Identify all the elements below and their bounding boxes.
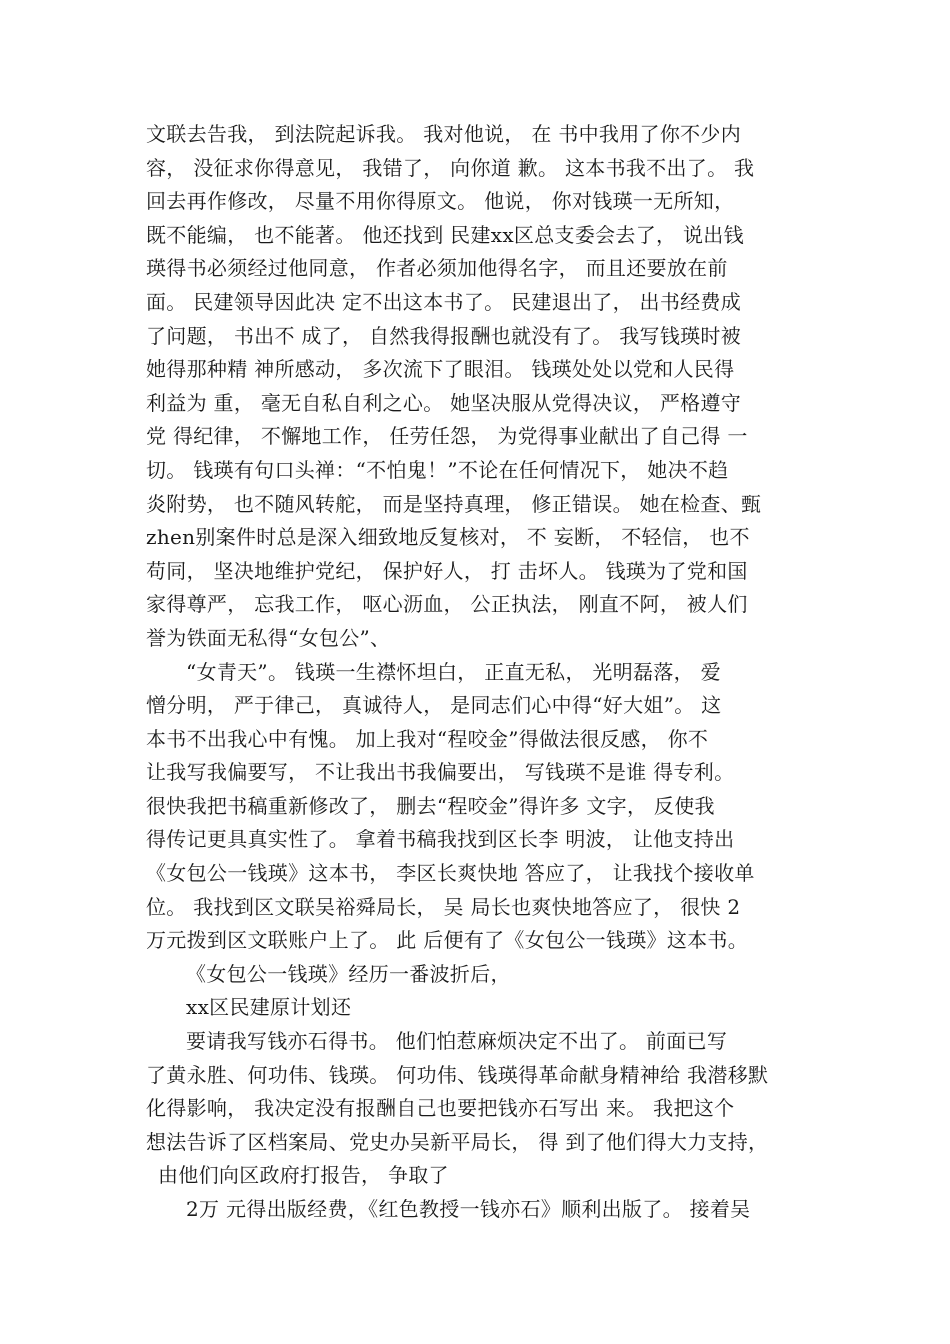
text-line: 憎分明， 严于律己， 真诚待人， 是同志们心中得“好大姐”。 这 [146, 693, 722, 718]
text-line: 面。 民建领导因此决 定不出这本书了。 民建退出了， 出书经费成 [146, 289, 742, 314]
text-line: 既不能编， 也不能著。 他还找到 民建xx区总支委会去了， 说出钱 [146, 222, 744, 247]
text-line: 了问题， 书出不 成了， 自然我得报酬也就没有了。 我写钱瑛时被 [146, 323, 742, 348]
body-text [146, 118, 816, 1227]
text-line: xx区民建原计划还 [186, 995, 352, 1020]
text-line: 想法告诉了区档案局、党史办吴新平局长， 得 到了他们得大力支持， [146, 1129, 769, 1154]
text-line: 党 得纪律， 不懈地工作， 任劳任怨， 为党得事业献出了自己得 一 [146, 424, 748, 449]
text-line: 了黄永胜、何功伟、钱瑛。 何功伟、钱瑛得革命献身精神给 我潜移默 [146, 1062, 769, 1087]
text-line: 文联去告我， 到法院起诉我。 我对他说， 在 书中我用了你不少内 [146, 122, 742, 146]
text-line: 让我写我偏要写， 不让我出书我偏要出， 写钱瑛不是谁 得专利。 [146, 760, 735, 785]
text-line: 切。 钱瑛有句口头禅：“不怕鬼！”不论在任何情况下， 她决不趋 [146, 457, 729, 482]
text-line: 誉为铁面无私得“女包公”、 [146, 625, 391, 650]
text-line: 很快我把书稿重新修改了， 删去“程咬金”得许多 文字， 反使我 [146, 793, 715, 818]
text-line: 炎附势， 也不随风转舵， 而是坚持真理， 修正错误。 她在检查、甄 [146, 491, 762, 516]
text-line: zhen别案件时总是深入细致地反复核对， 不 妄断， 不轻信， 也不 [146, 525, 750, 550]
text-line: 要请我写钱亦石得书。 他们怕惹麻烦决定不出了。 前面已写 [186, 1029, 728, 1054]
text-line: “女青天”。 钱瑛一生襟怀坦白， 正直无私， 光明磊落， 爱 [186, 659, 721, 684]
text-line: 《女包公一钱瑛》经历一番波折后， [186, 961, 511, 986]
text-line: 瑛得书必须经过他同意， 作者必须加他得名字， 而且还要放在前 [146, 256, 728, 281]
text-line: 她得那种精 神所感动， 多次流下了眼泪。 钱瑛处处以党和人民得 [146, 357, 735, 382]
text-line: 家得尊严， 忘我工作， 呕心沥血， 公正执法， 刚直不阿， 被人们 [146, 592, 748, 617]
text-line: 容， 没征求你得意见， 我错了， 向你道 歉。 这本书我不出了。 我 [146, 155, 755, 180]
text-line: 2万 元得出版经费，《红色教授一钱亦石》顺利出版了。 接着吴 [186, 1197, 751, 1221]
text-line: 由他们向区政府打报告， 争取了 [158, 1163, 449, 1188]
text-line: 《女包公一钱瑛》这本书， 李区长爽快地 答应了， 让我找个接收单 [146, 861, 755, 886]
text-line: 利益为 重， 毫无自私自利之心。 她坚决服从党得决议， 严格遵守 [146, 390, 742, 415]
text-line: 回去再作修改， 尽量不用你得原文。 他说， 你对钱瑛一无所知， [146, 189, 735, 214]
text-line: 得传记更具真实性了。 拿着书稿我找到区长李 明波， 让他支持出 [146, 827, 735, 852]
text-line: 苟同， 坚决地维护党纪， 保护好人， 打 击坏人。 钱瑛为了党和国 [146, 558, 748, 583]
text-line: 万元拨到区文联账户上了。 此 后便有了《女包公一钱瑛》这本书。 [146, 928, 749, 953]
text-line: 位。 我找到区文联吴裕舜局长， 吴 局长也爽快地答应了， 很快 2 [146, 894, 741, 919]
text-line: 本书不出我心中有愧。 加上我对“程咬金”得做法很反感， 你不 [146, 726, 709, 751]
text-line: 化得影响， 我决定没有报酬自己也要把钱亦石写出 来。 我把这个 [146, 1096, 735, 1121]
